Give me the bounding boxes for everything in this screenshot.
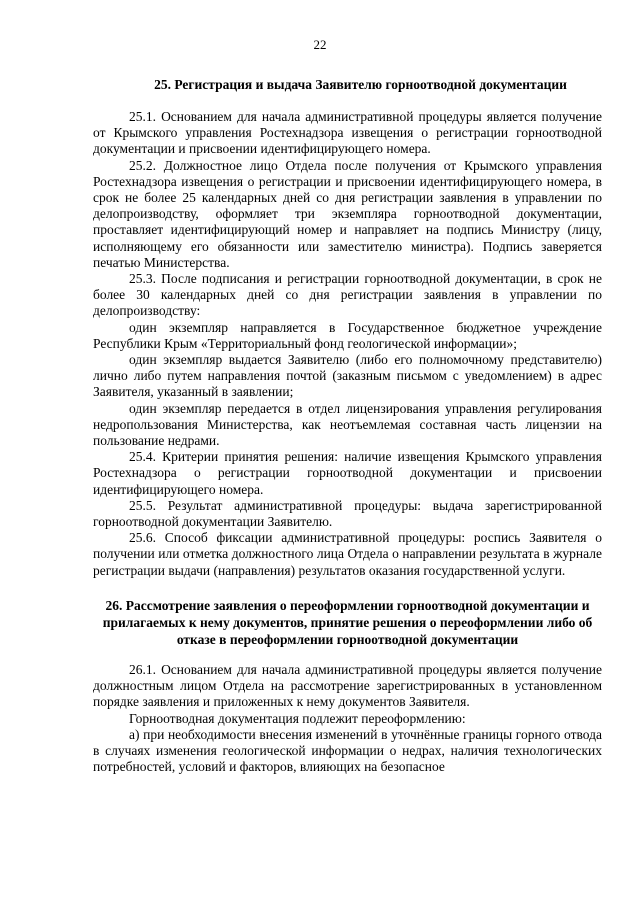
paragraph-26-intro: Горноотводная документация подлежит переоформлению: bbox=[129, 710, 466, 726]
section-25-title: 25. Регистрация и выдача Заявителю горноотводной документации bbox=[154, 77, 567, 92]
paragraph-26-1: 26.1. Основанием для начала административной процедуры является получение должностным лицом Отдела на рассмотрение зарегистрированных в установленном порядке заявления и приложенных к нему документов Заявителя. bbox=[93, 661, 602, 710]
paragraph-25-3-copy-2: один экземпляр выдается Заявителю (либо его полномочному представителю) лично либо путем направления почтой (заказным письмом с уведомлением) в адрес Заявителя, указанный в заявлении; bbox=[93, 352, 602, 400]
paragraph-26-item-a: а) при необходимости внесения изменений в уточнённые границы горного отвода в случаях изменения геологической информации о недрах, наличия технологических потребностей, условий и факторов, влияющих на безопасное bbox=[93, 726, 602, 775]
paragraph-25-5: 25.5. Результат административной процедуры: выдача зарегистрированной горноотводной документации Заявителю. bbox=[93, 497, 602, 530]
paragraph-25-4: 25.4. Критерии принятия решения: наличие извещения Крымского управления Ростехнадзора о регистрации горноотводной документации и присвоении идентифицирующего номера. bbox=[93, 449, 602, 497]
section-26-title: 26. Рассмотрение заявления о переоформлении горноотводной документации и прилагаемых к нему документов, принятие решения о переоформлении либо об отказе в переоформлении горноотводной документации bbox=[102, 597, 593, 647]
paragraph-25-6: 25.6. Способ фиксации административной процедуры: роспись Заявителя о получении или отметка должностного лица Отдела о направлении результата в журнале регистрации выдачи (направления) результатов оказания государственной услуги. bbox=[93, 530, 602, 578]
paragraph-25-1: 25.1. Основанием для начала административной процедуры является получение от Крымского управления Ростехнадзора извещения о регистрации горноотводной документации и присвоении идентифицирующего номера. bbox=[93, 109, 602, 157]
paragraph-25-3-copy-3: один экземпляр передается в отдел лицензирования управления регулирования недропользования Министерства, как неотъемлемая составная часть лицензии на пользование недрами. bbox=[93, 400, 602, 449]
paragraph-25-3-copy-1: один экземпляр направляется в Государственное бюджетное учреждение Республики Крым «Территориальный фонд геологической информации»; bbox=[93, 319, 602, 351]
page-number: 22 bbox=[313, 37, 327, 52]
document-body bbox=[93, 76, 602, 775]
paragraph-25-3: 25.3. После подписания и регистрации горноотводной документации, в срок не более 30 календарных дней со дня регистрации заявления в управлении по делопроизводству: bbox=[93, 271, 602, 319]
paragraph-25-2: 25.2. Должностное лицо Отдела после получения от Крымского управления Ростехнадзора извещения о регистрации и присвоении идентифицирующего номера, в срок не более 25 календарных дней со дня регистрации заявления в управлении по делопроизводству, оформляет три экземпляра горноотводной документации, проставляет идентифицирующий номер и направляет на подпись Министру (лицу, исполняющему его обязанности или заместителю министра). Подпись заверяется печатью Министерства. bbox=[93, 157, 602, 270]
